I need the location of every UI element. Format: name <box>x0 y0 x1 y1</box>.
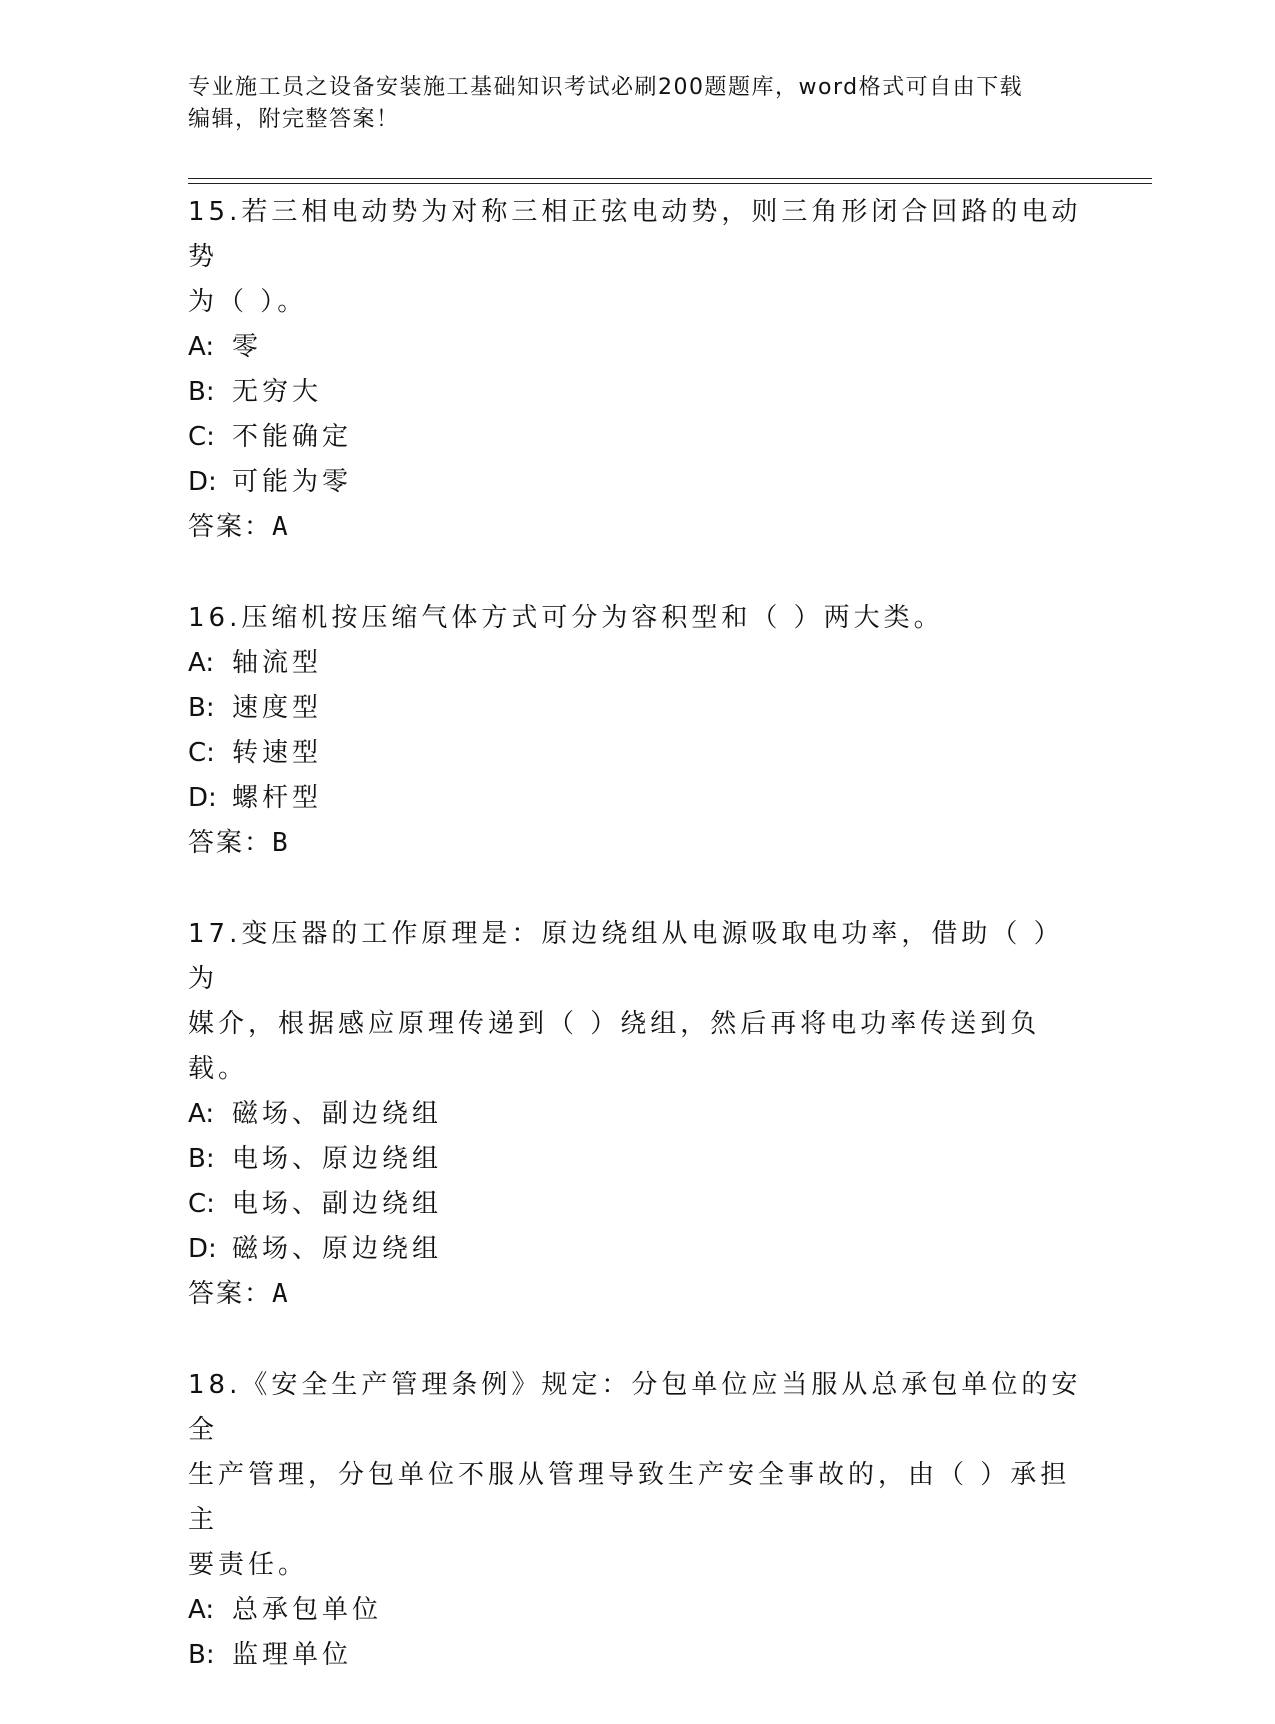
option-text: 磁场、副边绕组 <box>232 1099 443 1129</box>
option-letter: B: <box>188 1640 215 1670</box>
option-letter: A: <box>188 648 215 678</box>
option-a <box>188 1588 1088 1633</box>
question-stem <box>188 1363 1088 1588</box>
header-line-1: 专业施工员之设备安装施工基础知识考试必刷200题题库，word格式可自由下载 <box>188 75 1024 100</box>
answer-label: 答案： <box>188 828 273 858</box>
answer-line <box>188 821 1088 866</box>
option-letter: D: <box>188 467 217 497</box>
header-divider-top <box>188 178 1152 179</box>
option-text: 可能为零 <box>232 467 353 497</box>
option-c <box>188 1182 1088 1227</box>
option-text: 螺杆型 <box>232 783 323 813</box>
option-c <box>188 731 1088 776</box>
option-text: 转速型 <box>232 738 323 768</box>
stem-line: 17.变压器的工作原理是：原边绕组从电源吸取电功率，借助（ ）为 <box>188 919 1064 994</box>
question-list <box>188 190 1088 1724</box>
header-line-2: 编辑，附完整答案！ <box>188 107 400 132</box>
option-text: 电场、副边绕组 <box>232 1189 443 1219</box>
answer-line <box>188 505 1088 550</box>
question-stem <box>188 912 1088 1092</box>
question-18 <box>188 1363 1088 1678</box>
question-stem <box>188 596 1088 641</box>
answer-value: A <box>272 1279 288 1309</box>
stem-line: 16.压缩机按压缩气体方式可分为容积型和（ ）两大类。 <box>188 603 944 633</box>
option-letter: A: <box>188 332 215 362</box>
answer-label: 答案： <box>188 1279 273 1309</box>
answer-label: 答案： <box>188 512 273 542</box>
option-letter: B: <box>188 377 215 407</box>
option-text: 无穷大 <box>232 377 323 407</box>
stem-line: 18.《安全生产管理条例》规定：分包单位应当服从总承包单位的安全 <box>188 1370 1082 1445</box>
option-text: 电场、原边绕组 <box>232 1144 443 1174</box>
question-15 <box>188 190 1088 550</box>
option-d <box>188 460 1088 505</box>
option-b <box>188 370 1088 415</box>
document-header <box>188 72 1088 136</box>
option-b <box>188 1633 1088 1678</box>
header-divider-bottom <box>188 183 1152 184</box>
option-letter: D: <box>188 783 217 813</box>
option-text: 零 <box>232 332 263 362</box>
option-letter: B: <box>188 1144 215 1174</box>
option-d <box>188 776 1088 821</box>
answer-value: A <box>272 512 288 542</box>
stem-line: 媒介，根据感应原理传递到（ ）绕组，然后再将电功率传送到负载。 <box>188 1009 1041 1084</box>
stem-line: 生产管理，分包单位不服从管理导致生产安全事故的，由（ ）承担主 <box>188 1460 1071 1535</box>
option-letter: C: <box>188 1189 215 1219</box>
option-letter: A: <box>188 1099 215 1129</box>
option-text: 磁场、原边绕组 <box>232 1234 443 1264</box>
option-letter: B: <box>188 693 215 723</box>
question-stem <box>188 190 1088 325</box>
stem-line: 要责任。 <box>188 1550 309 1580</box>
option-a <box>188 1092 1088 1137</box>
option-b <box>188 686 1088 731</box>
stem-line: 15.若三相电动势为对称三相正弦电动势，则三角形闭合回路的电动势 <box>188 197 1082 272</box>
answer-line <box>188 1272 1088 1317</box>
question-17 <box>188 912 1088 1317</box>
option-text: 不能确定 <box>232 422 353 452</box>
question-16 <box>188 596 1088 866</box>
option-text: 监理单位 <box>232 1640 353 1670</box>
option-a <box>188 641 1088 686</box>
answer-value: B <box>272 828 288 858</box>
option-text: 轴流型 <box>232 648 323 678</box>
option-a <box>188 325 1088 370</box>
option-b <box>188 1137 1088 1182</box>
option-text: 总承包单位 <box>232 1595 383 1625</box>
option-c <box>188 415 1088 460</box>
option-letter: C: <box>188 738 215 768</box>
option-letter: C: <box>188 422 215 452</box>
option-letter: D: <box>188 1234 217 1264</box>
stem-line: 为（ ）。 <box>188 287 308 317</box>
option-d <box>188 1227 1088 1272</box>
option-letter: A: <box>188 1595 215 1625</box>
option-text: 速度型 <box>232 693 323 723</box>
